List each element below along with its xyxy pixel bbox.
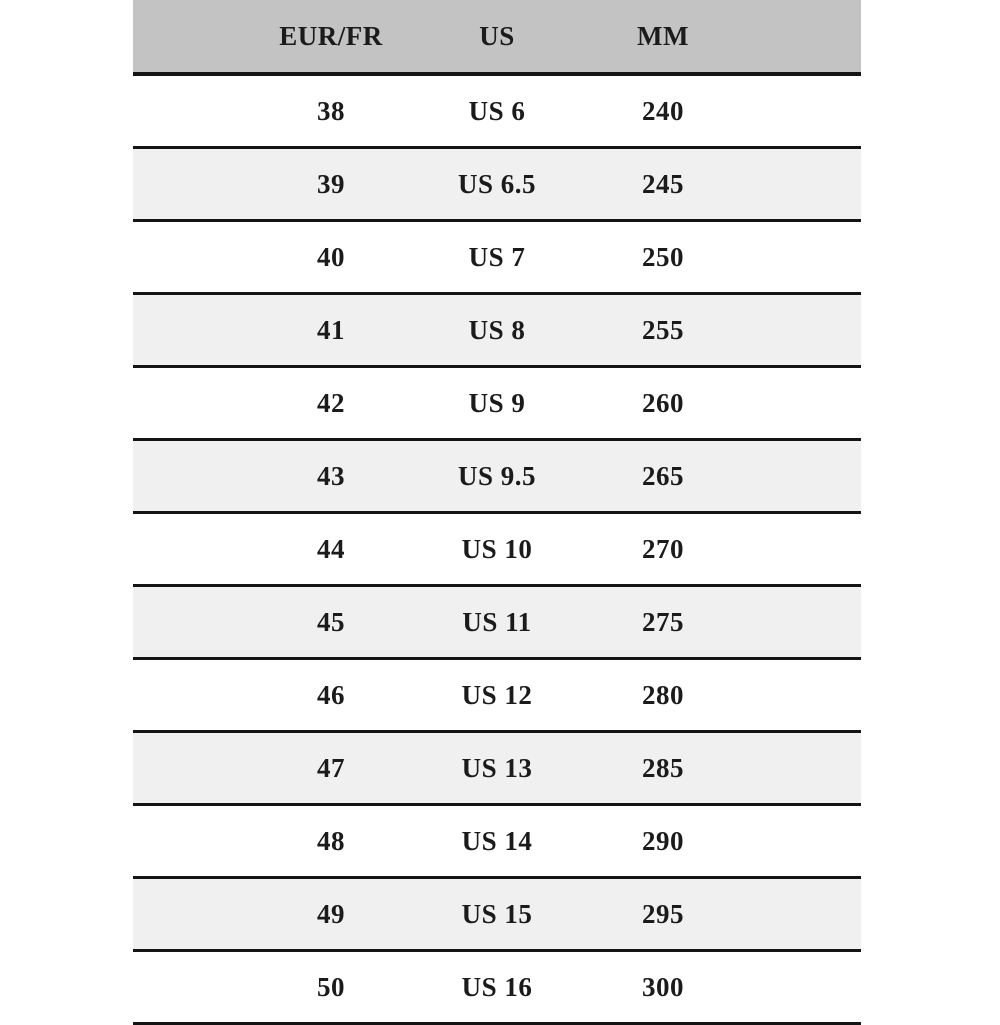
cell-eur-fr: 46 (317, 679, 345, 710)
table-row (133, 587, 861, 660)
table-row (133, 879, 861, 952)
cell-mm: 250 (642, 241, 684, 272)
cell-us: US 6.5 (457, 168, 536, 199)
cell-eur-fr: 40 (317, 241, 345, 272)
cell-us: US 12 (461, 679, 533, 710)
header-cell-mm: MM (637, 20, 689, 51)
table-body (133, 76, 861, 1025)
cell-us: US 11 (462, 606, 532, 637)
table-header-row (133, 0, 861, 76)
cell-mm: 290 (642, 825, 684, 856)
cell-us: US 6 (468, 95, 526, 126)
cell-us: US 7 (468, 241, 526, 272)
cell-eur-fr: 43 (317, 460, 345, 491)
cell-eur-fr: 49 (317, 898, 345, 929)
table-row (133, 952, 861, 1025)
table-row (133, 441, 861, 514)
size-conversion-table (133, 0, 861, 1025)
header-cell-us: US (479, 20, 515, 51)
cell-us: US 14 (461, 825, 533, 856)
cell-mm: 275 (642, 606, 684, 637)
cell-us: US 13 (461, 752, 533, 783)
table-row (133, 733, 861, 806)
cell-us: US 8 (468, 314, 526, 345)
cell-eur-fr: 44 (317, 533, 345, 564)
cell-mm: 260 (642, 387, 684, 418)
cell-eur-fr: 50 (317, 971, 345, 1002)
cell-eur-fr: 45 (317, 606, 345, 637)
header-cell-eur-fr: EUR/FR (279, 20, 383, 51)
cell-mm: 295 (642, 898, 684, 929)
cell-mm: 255 (642, 314, 684, 345)
cell-us: US 15 (461, 898, 533, 929)
cell-mm: 265 (642, 460, 684, 491)
cell-eur-fr: 47 (317, 752, 345, 783)
table-row (133, 514, 861, 587)
cell-eur-fr: 48 (317, 825, 345, 856)
cell-mm: 280 (642, 679, 684, 710)
cell-eur-fr: 42 (317, 387, 345, 418)
table-row (133, 806, 861, 879)
cell-us: US 9 (468, 387, 526, 418)
cell-mm: 240 (642, 95, 684, 126)
table-row (133, 660, 861, 733)
cell-mm: 270 (642, 533, 684, 564)
cell-eur-fr: 38 (317, 95, 345, 126)
cell-eur-fr: 39 (317, 168, 345, 199)
cell-us: US 9.5 (457, 460, 536, 491)
cell-mm: 285 (642, 752, 684, 783)
table-row (133, 76, 861, 149)
table-row (133, 149, 861, 222)
cell-eur-fr: 41 (317, 314, 345, 345)
cell-us: US 10 (461, 533, 533, 564)
cell-us: US 16 (461, 971, 533, 1002)
table-row (133, 368, 861, 441)
cell-mm: 245 (642, 168, 684, 199)
cell-mm: 300 (642, 971, 684, 1002)
table-row (133, 295, 861, 368)
table-row (133, 222, 861, 295)
